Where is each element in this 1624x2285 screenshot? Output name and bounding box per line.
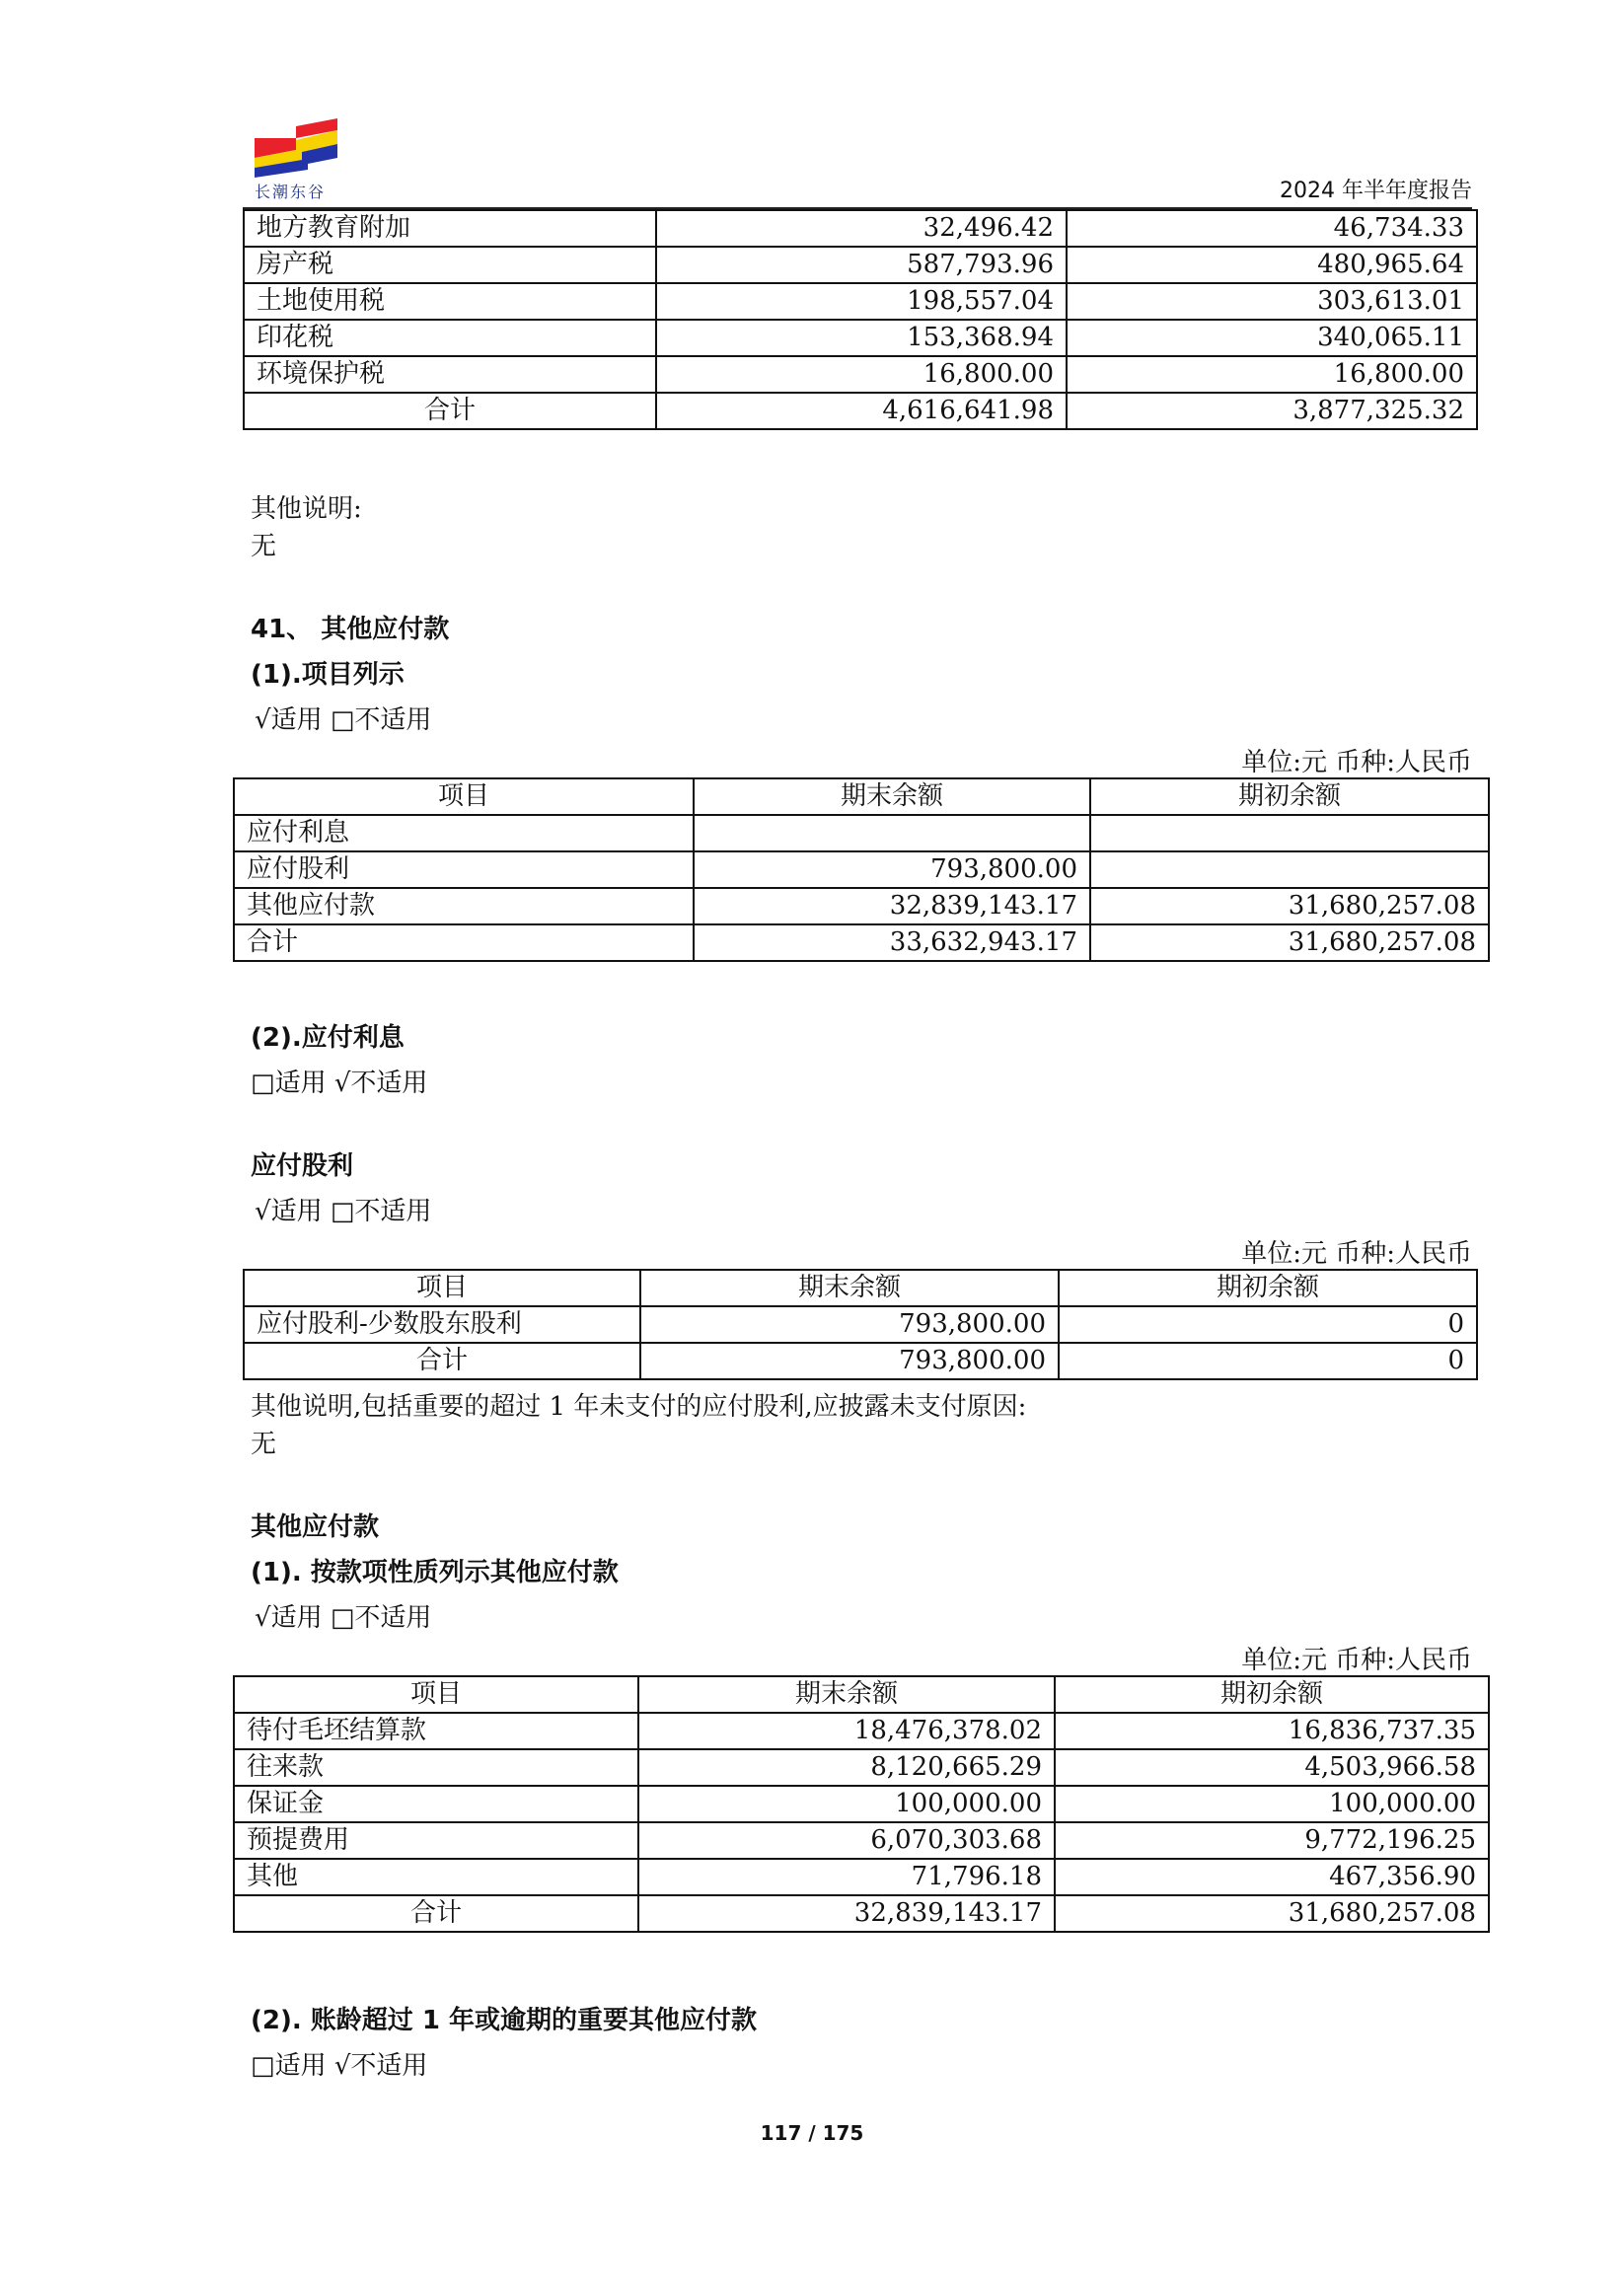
header-end-balance: 期末余额 (640, 1270, 1059, 1306)
row-name: 合计 (234, 924, 694, 961)
s2-title: (2).应付利息 (251, 1023, 405, 1053)
row-end-balance: 153,368.94 (656, 320, 1067, 356)
row-name: 合计 (244, 393, 656, 429)
row-begin-balance: 467,356.90 (1055, 1859, 1489, 1895)
row-begin-balance: 3,877,325.32 (1067, 393, 1477, 429)
table-row (244, 247, 1477, 283)
items-table (233, 777, 1490, 962)
table-row-total (244, 1343, 1477, 1379)
row-begin-balance (1090, 851, 1489, 888)
dividends-title: 应付股利 (251, 1151, 354, 1181)
s2-applicability: □适用 √不适用 (251, 1069, 428, 1098)
row-begin-balance: 0 (1059, 1306, 1477, 1343)
row-begin-balance: 16,800.00 (1067, 356, 1477, 393)
table-row (234, 1822, 1489, 1859)
row-name: 印花税 (244, 320, 656, 356)
row-begin-balance: 303,613.01 (1067, 283, 1477, 320)
table-header (234, 1676, 1489, 1713)
header-item: 项目 (234, 1676, 638, 1713)
row-end-balance: 6,070,303.68 (638, 1822, 1055, 1859)
dividends-applicability: √适用 □不适用 (255, 1197, 432, 1226)
row-end-balance: 32,839,143.17 (694, 888, 1090, 924)
row-end-balance: 793,800.00 (694, 851, 1090, 888)
row-begin-balance: 480,965.64 (1067, 247, 1477, 283)
other-payables-sub1-title: (1). 按款项性质列示其他应付款 (251, 1558, 619, 1587)
row-name: 其他 (234, 1859, 638, 1895)
logo-wave-icon (255, 118, 337, 178)
row-name: 房产税 (244, 247, 656, 283)
header-begin-balance: 期初余额 (1090, 778, 1489, 815)
table-row (234, 815, 1489, 851)
row-end-balance: 32,496.42 (656, 210, 1067, 247)
row-begin-balance (1090, 815, 1489, 851)
row-end-balance: 71,796.18 (638, 1859, 1055, 1895)
row-end-balance: 32,839,143.17 (638, 1895, 1055, 1932)
row-end-balance: 8,120,665.29 (638, 1749, 1055, 1786)
row-begin-balance: 9,772,196.25 (1055, 1822, 1489, 1859)
table-row (234, 1749, 1489, 1786)
row-name: 地方教育附加 (244, 210, 656, 247)
row-end-balance: 100,000.00 (638, 1786, 1055, 1822)
table-row (234, 851, 1489, 888)
company-logo (255, 118, 337, 201)
other-payables-sub2-title: (2). 账龄超过 1 年或逾期的重要其他应付款 (251, 2006, 757, 2035)
header-end-balance: 期末余额 (638, 1676, 1055, 1713)
row-begin-balance: 31,680,257.08 (1090, 888, 1489, 924)
row-name: 保证金 (234, 1786, 638, 1822)
row-name: 预提费用 (234, 1822, 638, 1859)
tax-table (243, 209, 1478, 430)
header-item: 项目 (234, 778, 694, 815)
tax-notes-value: 无 (251, 532, 277, 561)
table-row (244, 320, 1477, 356)
header-item: 项目 (244, 1270, 640, 1306)
header-end-balance: 期末余额 (694, 778, 1090, 815)
other-payables-title: 其他应付款 (251, 1512, 380, 1542)
row-name: 环境保护税 (244, 356, 656, 393)
row-name: 应付股利 (234, 851, 694, 888)
table-header (234, 778, 1489, 815)
header-begin-balance: 期初余额 (1055, 1676, 1489, 1713)
row-end-balance: 793,800.00 (640, 1306, 1059, 1343)
dividends-note-value: 无 (251, 1430, 277, 1459)
logo-text: 长潮东谷 (255, 183, 327, 201)
dividends-table (243, 1269, 1478, 1380)
s1-applicability: √适用 □不适用 (255, 705, 432, 735)
table-row (234, 888, 1489, 924)
table-row-total (234, 1895, 1489, 1932)
table-row (244, 356, 1477, 393)
table-row-total (234, 924, 1489, 961)
row-name: 合计 (244, 1343, 640, 1379)
row-name: 应付利息 (234, 815, 694, 851)
table-row (244, 1306, 1477, 1343)
table-row (234, 1713, 1489, 1749)
other-payables-applicability: √适用 □不适用 (255, 1603, 432, 1633)
row-end-balance: 33,632,943.17 (694, 924, 1090, 961)
row-end-balance: 587,793.96 (656, 247, 1067, 283)
other-payables-sub2-applicability: □适用 √不适用 (251, 2051, 428, 2081)
section-41-title: 41、 其他应付款 (251, 615, 450, 644)
row-name: 待付毛坯结算款 (234, 1713, 638, 1749)
tax-notes-label: 其他说明: (251, 494, 362, 524)
other-payables-unit: 单位:元 币种:人民币 (1241, 1646, 1472, 1675)
table-row (234, 1859, 1489, 1895)
row-begin-balance: 16,836,737.35 (1055, 1713, 1489, 1749)
row-begin-balance: 31,680,257.08 (1055, 1895, 1489, 1932)
row-end-balance (694, 815, 1090, 851)
row-end-balance: 198,557.04 (656, 283, 1067, 320)
other-payables-table (233, 1675, 1490, 1933)
table-row (244, 210, 1477, 247)
row-name: 应付股利-少数股东股利 (244, 1306, 640, 1343)
report-title: 2024 年半年度报告 (1280, 179, 1472, 203)
row-begin-balance: 4,503,966.58 (1055, 1749, 1489, 1786)
row-end-balance: 18,476,378.02 (638, 1713, 1055, 1749)
row-end-balance: 16,800.00 (656, 356, 1067, 393)
row-end-balance: 4,616,641.98 (656, 393, 1067, 429)
header-begin-balance: 期初余额 (1059, 1270, 1477, 1306)
row-begin-balance: 340,065.11 (1067, 320, 1477, 356)
row-begin-balance: 0 (1059, 1343, 1477, 1379)
table-row-total (244, 393, 1477, 429)
dividends-note: 其他说明,包括重要的超过 1 年未支付的应付股利,应披露未支付原因: (251, 1392, 1027, 1422)
row-name: 土地使用税 (244, 283, 656, 320)
table-row (244, 283, 1477, 320)
s1-title: (1).项目列示 (251, 660, 405, 690)
row-begin-balance: 31,680,257.08 (1090, 924, 1489, 961)
row-name: 合计 (234, 1895, 638, 1932)
row-begin-balance: 100,000.00 (1055, 1786, 1489, 1822)
row-name: 往来款 (234, 1749, 638, 1786)
table-header (244, 1270, 1477, 1306)
row-name: 其他应付款 (234, 888, 694, 924)
dividends-unit: 单位:元 币种:人民币 (1241, 1239, 1472, 1269)
row-end-balance: 793,800.00 (640, 1343, 1059, 1379)
page-number: 117 / 175 (760, 2121, 864, 2145)
row-begin-balance: 46,734.33 (1067, 210, 1477, 247)
s1-unit: 单位:元 币种:人民币 (1241, 748, 1472, 777)
table-row (234, 1786, 1489, 1822)
